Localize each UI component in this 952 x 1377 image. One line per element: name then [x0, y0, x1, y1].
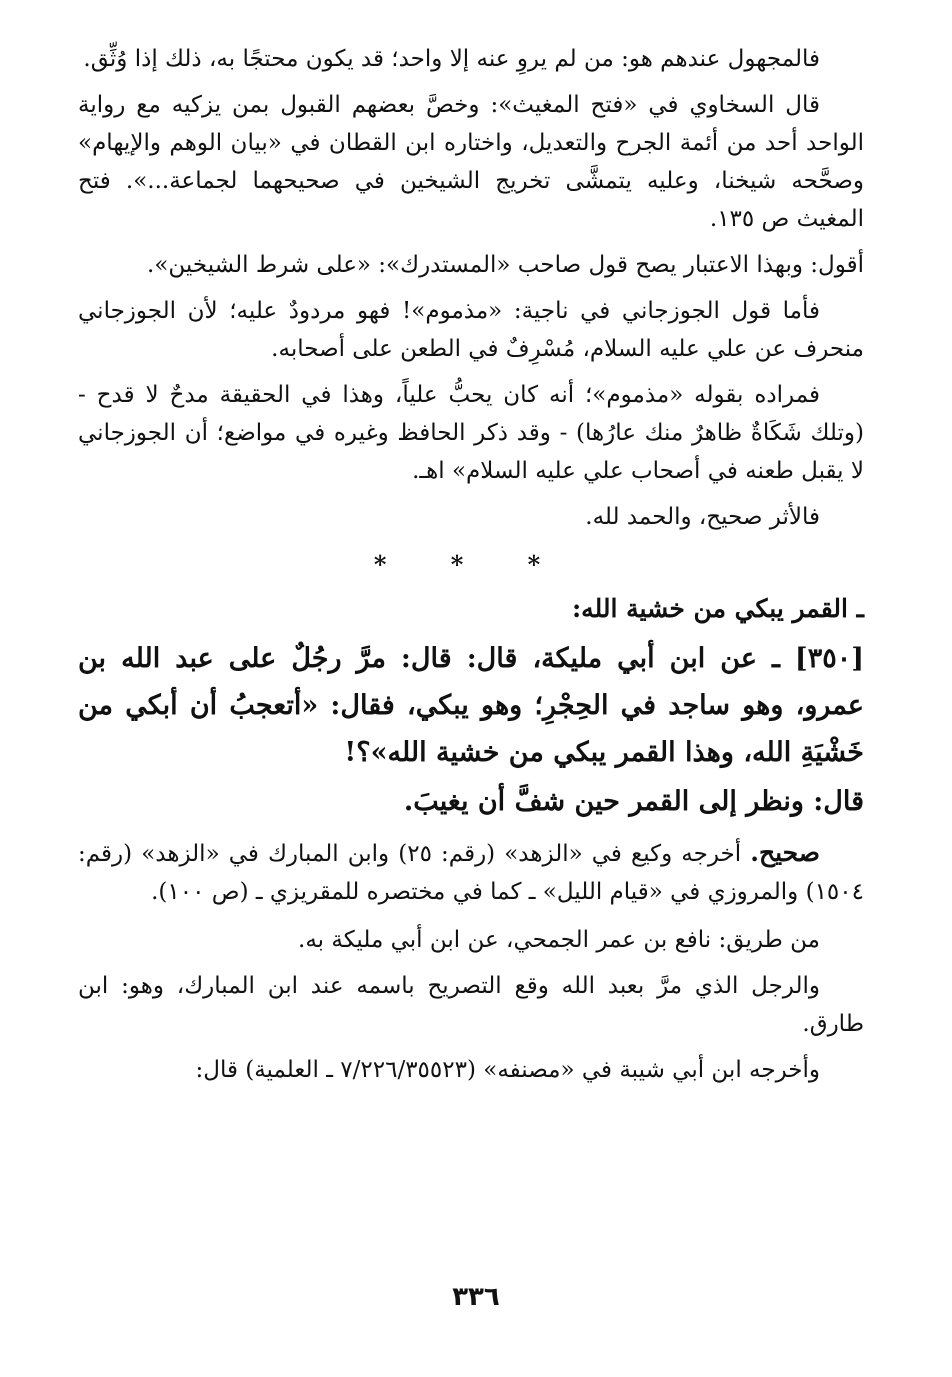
paragraph-muradahu: فمراده بقوله «مذموم»؛ أنه كان يحبُّ علياً، وهذا في الحقيقة مدحٌ لا قدح - (وتلك شَكَاةٌ ظاهرٌ منك عارُها) - وقد ذكر الحافظ وغيره في مواضع؛ أن الجوزجاني لا يقبل طعنه في أصحاب علي عليه السلام» اهـ.: [78, 382, 864, 484]
paragraph-sakhawi-quote: قال السخاوي في «فتح المغيث»: وخصَّ بعضهم القبول بمن يزكيه مع رواية الواحد أحد من أئمة الجرح والتعديل، واختاره ابن القطان في «بيان الوهم والإيهام» وصحَّحه شيخنا، وعليه يتمشَّى تخريج الشيخين في صحيحهما لجماعة...». فتح المغيث ص ١٣٥.: [78, 92, 864, 232]
paragraph-tariq: من طريق: نافع بن عمر الجمحي، عن ابن أبي مليكة به.: [298, 927, 820, 953]
section-heading: ـ القمر يبكي من خشية الله:: [571, 594, 864, 623]
paragraph-conclusion: فالأثر صحيح، والحمد لله.: [585, 504, 820, 530]
paragraph-majhul: فالمجهول عندهم هو: من لم يروِ عنه إلا واحد؛ قد يكون محتجًا به، ذلك إذا وُثِّق.: [83, 46, 820, 72]
page-number: ٣٣٦: [452, 1282, 500, 1312]
paragraph-ibn-abi-shaybah: وأخرجه ابن أبي شيبة في «مصنفه» (٧/٢٢٦/٣٥٥٢٣ ـ العلمية) قال:: [195, 1057, 820, 1083]
takhrij-paragraph: [78, 834, 864, 911]
page-body: [78, 40, 864, 1097]
paragraph-rajul: والرجل الذي مرَّ بعبد الله وقع التصريح باسمه عند ابن المبارك، وهو: ابن طارق.: [78, 973, 864, 1037]
hadith-qal: قال: ونظر إلى القمر حين شفَّ أن يغيبَ.: [403, 786, 864, 817]
section-separator: * * *: [373, 550, 569, 579]
hadith-text: [٣٥٠] ـ عن ابن أبي مليكة، قال: قال: مرَّ رجُلٌ على عبد الله بن عمرو، وهو ساجد في الحِجْرِ؛ وهو يبكي، فقال: «أتعجبُ أن أبكي من خَشْيَةِ الله، وهذا القمر يبكي من خشية الله»؟!: [78, 643, 864, 768]
takhrij-grade: صحيح.: [750, 838, 820, 867]
paragraph-juzjani: فأما قول الجوزجاني في ناجية: «مذموم»! فهو مردودٌ عليه؛ لأن الجوزجاني منحرف عن علي عليه السلام، مُسْرِفٌ في الطعن على أصحابه.: [78, 298, 864, 362]
takhrij-text: أخرجه وكيع في «الزهد» (رقم: ٢٥) وابن المبارك في «الزهد» (رقم: ١٥٠٤) والمروزي في «قيام الليل» ـ كما في مختصره للمقريزي ـ (ص ١٠٠).: [78, 841, 864, 905]
paragraph-aqul: أقول: وبهذا الاعتبار يصح قول صاحب «المستدرك»: «على شرط الشيخين».: [147, 252, 864, 278]
